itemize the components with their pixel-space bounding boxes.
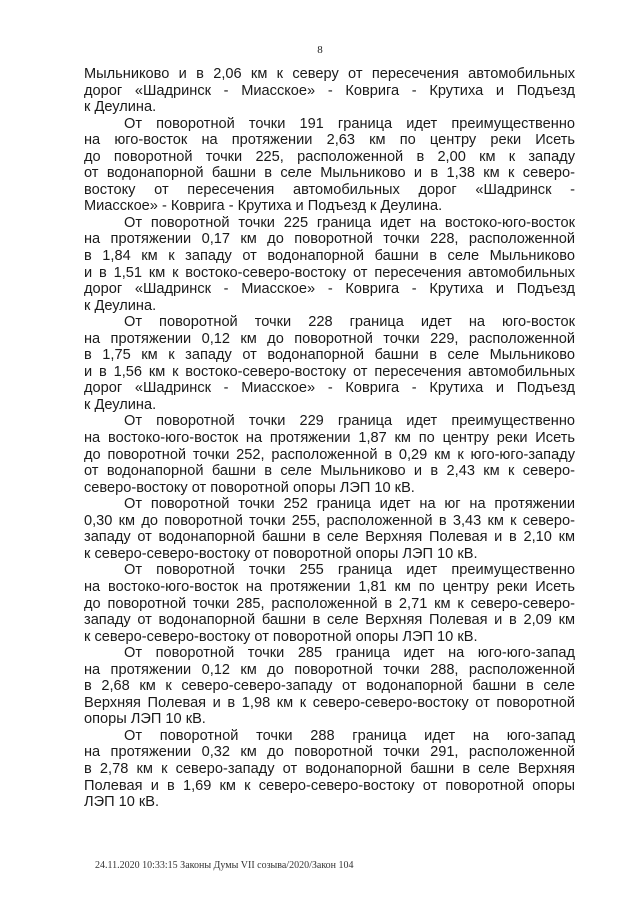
text-line: до поворотной точки 252, расположенной в 0,29 км к юго-юго-западу — [84, 446, 575, 463]
text-line: на протяжении 0,12 км до поворотной точки 288, расположенной — [84, 661, 575, 678]
text-line: к Деулина. — [84, 99, 157, 116]
text-line: дорог «Шадринск - Миасское» - Коврига - Крутиха и Подъезд — [84, 281, 575, 298]
text-line: до поворотной точки 285, расположенной в 2,71 км к северо-северо- — [84, 595, 575, 612]
text-line: западу от водонапорной башни в селе Верхняя Полевая и в 2,09 км — [84, 612, 575, 629]
text-line: дорог «Шадринск - Миасское» - Коврига - Крутиха и Подъезд — [84, 82, 575, 99]
text-line: на протяжении 0,32 км до поворотной точки 291, расположенной — [84, 744, 575, 761]
text-line: От поворотной точки 288 граница идет на юго-запад — [124, 727, 575, 744]
text-line: Миасское» - Коврига - Крутиха и Подъезд к Деулина. — [84, 198, 443, 215]
text-line: от водонапорной башни в селе Мыльниково и в 2,43 км к северо- — [84, 463, 575, 480]
text-line: От поворотной точки 285 граница идет на юго-юго-запад — [124, 645, 575, 662]
text-line: на протяжении 0,17 км до поворотной точки 228, расположенной — [84, 231, 575, 248]
text-line: к Деулина. — [84, 297, 157, 314]
text-line: От поворотной точки 228 граница идет на юго-восток — [124, 314, 575, 331]
text-line: на востоко-юго-восток на протяжении 1,81 км по центру реки Исеть — [84, 578, 575, 595]
text-line: Полевая и в 1,69 км к северо-северо-востоку от поворотной опоры — [84, 777, 575, 794]
text-line: западу от водонапорной башни в селе Верхняя Полевая и в 2,10 км — [84, 529, 575, 546]
text-line: Верхняя Полевая и в 1,98 км к северо-северо-востоку от поворотной — [84, 694, 575, 711]
text-line: и в 1,51 км к востоко-северо-востоку от пересечения автомобильных — [84, 264, 575, 281]
text-line: на востоко-юго-восток на протяжении 1,87 км по центру реки Исеть — [84, 430, 575, 447]
text-line: на юго-восток на протяжении 2,63 км по центру реки Исеть — [84, 132, 575, 149]
text-line: От поворотной точки 229 граница идет преимущественно — [124, 413, 575, 430]
text-line: до поворотной точки 225, расположенной в 2,00 км к западу — [84, 148, 575, 165]
text-line: От поворотной точки 252 граница идет на юг на протяжении — [124, 496, 575, 513]
text-line: в 2,68 км к северо-северо-западу от водонапорной башни в селе — [84, 678, 575, 695]
text-line: От поворотной точки 255 граница идет преимущественно — [124, 562, 575, 579]
text-line: на протяжении 0,12 км до поворотной точки 229, расположенной — [84, 330, 575, 347]
text-line: ЛЭП 10 кВ. — [84, 794, 160, 811]
text-line: опоры ЛЭП 10 кВ. — [84, 711, 206, 728]
text-line: к Деулина. — [84, 396, 157, 413]
page-number: 8 — [317, 44, 323, 56]
text-line: в 2,78 км к северо-западу от водонапорной башни в селе Верхняя — [84, 760, 575, 777]
text-line: От поворотной точки 225 граница идет на востоко-юго-восток — [124, 214, 575, 231]
text-line: Мыльниково и в 2,06 км к северу от пересечения автомобильных — [84, 66, 575, 82]
document-body — [84, 66, 575, 811]
text-line: и в 1,56 км к востоко-северо-востоку от пересечения автомобильных — [84, 363, 575, 380]
text-line: От поворотной точки 191 граница идет преимущественно — [124, 115, 575, 132]
text-line: 0,30 км до поворотной точки 255, расположенной в 3,43 км к северо- — [84, 512, 575, 529]
text-line: от водонапорной башни в селе Мыльниково и в 1,38 км к северо- — [84, 165, 575, 182]
text-line: к северо-северо-востоку от поворотной опоры ЛЭП 10 кВ. — [84, 628, 478, 645]
text-line: востоку от пересечения автомобильных дорог «Шадринск - — [84, 181, 575, 198]
text-line: в 1,84 км к западу от водонапорной башни в селе Мыльниково — [84, 248, 575, 265]
text-line: северо-востоку от поворотной опоры ЛЭП 10 кВ. — [84, 479, 415, 496]
text-line: в 1,75 км к западу от водонапорной башни в селе Мыльниково — [84, 347, 575, 364]
text-line: к северо-северо-востоку от поворотной опоры ЛЭП 10 кВ. — [84, 545, 478, 562]
footer-stamp: 24.11.2020 10:33:15 Законы Думы VII созыва/2020/Закон 104 — [95, 860, 354, 871]
text-line: дорог «Шадринск - Миасское» - Коврига - Крутиха и Подъезд — [84, 380, 575, 397]
